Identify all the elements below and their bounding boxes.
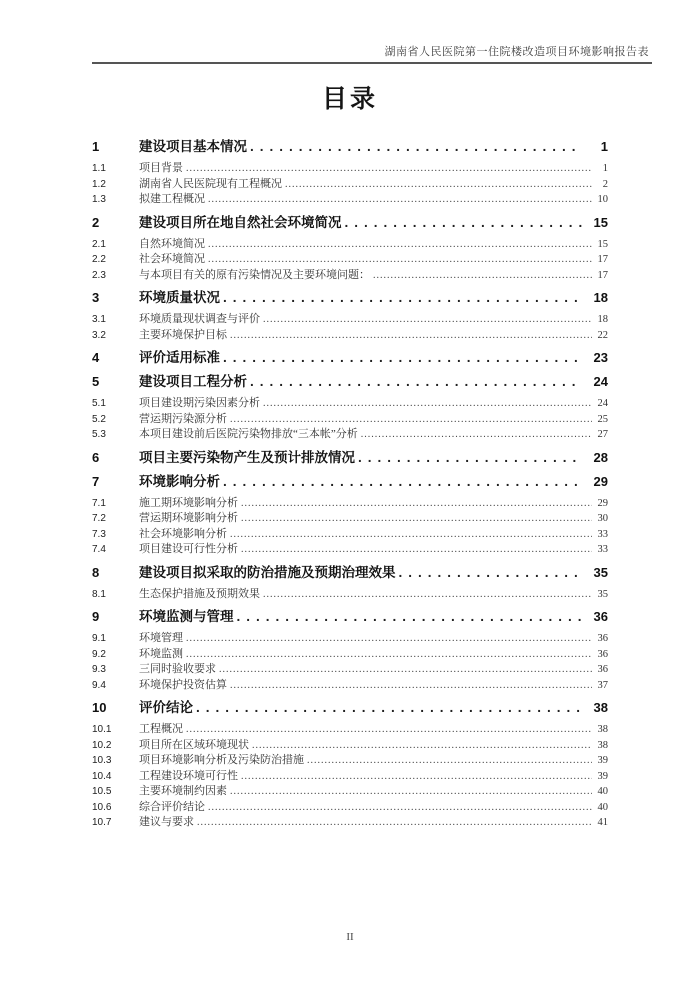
toc-entry-number: 10.7	[92, 817, 112, 828]
toc-entry-title: 工程概况	[139, 723, 183, 735]
toc-entry-page: 40	[597, 786, 608, 797]
dot-leader	[361, 427, 592, 443]
toc-entry[interactable]	[92, 527, 608, 543]
toc-entry[interactable]	[92, 237, 608, 253]
toc-entry[interactable]	[92, 472, 608, 491]
toc-entry-page: 29	[597, 497, 608, 509]
toc-entry-number: 3	[92, 290, 100, 305]
toc-entry-title: 与本项目有关的原有污染情况及主要环境问题：	[139, 268, 370, 281]
dot-leader	[263, 587, 592, 603]
toc-entry-page: 36	[597, 633, 608, 644]
toc-entry-number: 1.1	[92, 163, 106, 174]
toc-entry[interactable]	[92, 722, 608, 738]
toc-entry-number: 10.5	[92, 786, 112, 797]
toc-entry[interactable]	[92, 177, 608, 193]
toc-entry-title: 评价结论	[139, 700, 193, 715]
toc-entry[interactable]	[92, 252, 608, 268]
toc-entry-title: 三同时验收要求	[139, 663, 216, 675]
dot-leader	[358, 448, 582, 467]
toc-entry[interactable]	[92, 587, 608, 603]
dot-leader	[230, 412, 592, 428]
toc-entry-title: 环境影响分析	[139, 473, 220, 489]
toc-entry[interactable]	[92, 631, 608, 647]
toc-entry-title: 自然环境简况	[139, 237, 205, 250]
toc-entry[interactable]	[92, 312, 608, 328]
toc-entry-page: 41	[597, 817, 608, 828]
toc-entry-page: 29	[593, 473, 608, 489]
toc-entry[interactable]	[92, 607, 608, 626]
dot-leader	[373, 268, 592, 284]
toc-entry[interactable]	[92, 647, 608, 663]
toc-entry[interactable]	[92, 678, 608, 694]
toc-entry-number: 10.6	[92, 801, 112, 813]
toc-entry-title: 建设项目工程分析	[139, 374, 247, 389]
dot-leader	[230, 328, 592, 344]
toc-entry-number: 7.4	[92, 544, 106, 555]
toc-entry-title: 项目主要污染物产生及预计排放情况	[139, 449, 355, 465]
toc-entry-title: 拟建工程概况	[139, 193, 205, 205]
toc-entry-number: 1.2	[92, 178, 106, 190]
toc-entry-page: 23	[593, 350, 608, 365]
dot-leader	[208, 192, 592, 208]
dot-leader	[399, 563, 582, 582]
toc-entry-number: 10.1	[92, 724, 112, 735]
toc-entry-page: 35	[593, 564, 608, 580]
toc-entry-title: 环境质量状况	[139, 290, 220, 305]
toc-entry-page: 38	[597, 739, 608, 751]
toc-entry[interactable]	[92, 328, 608, 344]
toc-entry-title: 评价适用标准	[139, 350, 220, 365]
toc-entry-title: 建设项目基本情况	[139, 139, 247, 154]
toc-entry-number: 10	[92, 700, 107, 715]
table-of-contents	[92, 132, 608, 831]
dot-leader	[230, 527, 592, 543]
toc-entry-number: 7	[92, 473, 100, 489]
toc-entry-number: 9.2	[92, 648, 106, 660]
toc-entry-number: 10.2	[92, 739, 112, 751]
toc-entry-number: 2.1	[92, 238, 106, 250]
running-header-title: 湖南省人民医院第一住院楼改造项目环境影响报告表	[384, 46, 649, 58]
toc-entry-page: 36	[593, 609, 608, 624]
toc-entry-page: 24	[593, 374, 608, 389]
toc-entry-page: 33	[597, 528, 608, 540]
page-title: 目录	[321, 85, 378, 113]
toc-entry[interactable]	[92, 815, 608, 831]
toc-entry-page: 15	[597, 238, 608, 250]
toc-entry-page: 1	[600, 139, 608, 154]
toc-entry-number: 9.4	[92, 679, 106, 691]
dot-leader	[186, 631, 592, 647]
toc-entry-title: 生态保护措施及预期效果	[139, 587, 260, 600]
toc-entry-number: 4	[92, 350, 100, 365]
toc-entry[interactable]	[92, 137, 608, 156]
toc-entry[interactable]	[92, 448, 608, 467]
toc-entry[interactable]	[92, 192, 608, 208]
dot-leader	[197, 815, 592, 831]
toc-entry-page: 18	[597, 314, 608, 325]
toc-entry-page: 27	[597, 429, 608, 440]
toc-entry-page: 24	[597, 398, 608, 409]
toc-entry[interactable]	[92, 496, 608, 512]
toc-entry[interactable]	[92, 753, 608, 769]
toc-entry-page: 15	[593, 214, 608, 230]
toc-entry[interactable]	[92, 738, 608, 754]
toc-entry-page: 38	[597, 724, 608, 735]
toc-entry-title: 施工期环境影响分析	[139, 496, 238, 509]
toc-entry-number: 9.1	[92, 633, 106, 644]
toc-entry-title: 项目环境影响分析及污染防治措施	[139, 754, 304, 766]
toc-entry-number: 5.3	[92, 429, 106, 440]
dot-leader	[186, 647, 592, 663]
toc-entry-page: 39	[597, 770, 608, 782]
toc-entry-title: 环境监测与管理	[139, 609, 234, 624]
toc-entry[interactable]	[92, 698, 608, 717]
toc-entry-number: 5.1	[92, 398, 106, 409]
toc-entry[interactable]	[92, 511, 608, 527]
toc-entry[interactable]	[92, 412, 608, 428]
toc-entry-page: 33	[597, 544, 608, 555]
dot-leader	[208, 800, 592, 816]
toc-entry-number: 8.1	[92, 588, 106, 600]
toc-entry-number: 7.2	[92, 513, 106, 524]
dot-leader	[345, 213, 582, 232]
toc-entry-title: 营运期污染源分析	[139, 412, 227, 425]
dot-leader	[237, 607, 582, 626]
toc-entry-page: 28	[593, 449, 608, 465]
toc-entry[interactable]	[92, 784, 608, 800]
toc-entry[interactable]	[92, 662, 608, 678]
toc-entry-title: 本项目建设前后医院污染物排放“三本帐”分析	[139, 428, 358, 440]
toc-entry-page: 39	[597, 755, 608, 766]
toc-entry-title: 湖南省人民医院现有工程概况	[139, 177, 282, 190]
toc-entry-number: 5.2	[92, 413, 106, 425]
toc-entry-number: 7.3	[92, 528, 106, 540]
toc-entry-title: 社会环境简况	[139, 253, 205, 265]
dot-leader	[223, 472, 582, 491]
toc-entry-page: 25	[597, 413, 608, 425]
toc-entry-number: 1	[92, 139, 100, 154]
toc-entry-number: 3.1	[92, 314, 106, 325]
toc-entry-number: 5	[92, 374, 100, 389]
toc-entry[interactable]	[92, 372, 608, 391]
dot-leader	[230, 678, 592, 694]
dot-leader	[250, 137, 582, 156]
toc-entry-number: 9	[92, 609, 100, 624]
toc-entry[interactable]	[92, 348, 608, 367]
toc-entry-page: 10	[597, 194, 608, 205]
toc-entry-title: 环境质量现状调查与评价	[139, 313, 260, 325]
toc-entry[interactable]	[92, 563, 608, 582]
toc-entry-title: 主要环境保护目标	[139, 328, 227, 341]
toc-entry-number: 7.1	[92, 497, 106, 509]
toc-entry-number: 1.3	[92, 194, 106, 205]
toc-entry-title: 营运期环境影响分析	[139, 512, 238, 524]
toc-entry[interactable]	[92, 161, 608, 177]
dot-leader	[241, 511, 592, 527]
toc-entry-title: 综合评价结论	[139, 800, 205, 813]
dot-leader	[241, 542, 592, 558]
toc-entry-title: 社会环境影响分析	[139, 527, 227, 540]
toc-entry-page: 22	[597, 329, 608, 341]
toc-entry-number: 2.2	[92, 254, 106, 265]
dot-leader	[223, 288, 582, 307]
toc-entry-number: 6	[92, 449, 100, 465]
toc-entry-page: 36	[597, 664, 608, 675]
toc-entry-page: 2	[602, 178, 608, 190]
toc-entry-page: 36	[597, 648, 608, 660]
toc-entry-number: 10.4	[92, 770, 112, 782]
toc-entry-number: 2	[92, 214, 100, 230]
dot-leader	[250, 372, 582, 391]
toc-entry-page: 40	[597, 801, 608, 813]
toc-entry-title: 环境管理	[139, 632, 183, 644]
dot-leader	[186, 161, 592, 177]
toc-entry-page: 17	[597, 269, 608, 281]
toc-entry-page: 35	[597, 588, 608, 600]
dot-leader	[307, 753, 592, 769]
dot-leader	[219, 662, 592, 678]
toc-entry-page: 37	[597, 679, 608, 691]
toc-entry[interactable]	[92, 213, 608, 232]
header-divider	[92, 62, 652, 64]
dot-leader	[186, 722, 592, 738]
toc-entry-number: 10.3	[92, 755, 112, 766]
dot-leader	[208, 252, 592, 268]
toc-entry-title: 项目背景	[139, 162, 183, 174]
toc-entry-title: 环境监测	[139, 647, 183, 660]
toc-entry-number: 8	[92, 564, 100, 580]
toc-entry-page: 17	[597, 254, 608, 265]
toc-entry-number: 3.2	[92, 329, 106, 341]
dot-leader	[208, 237, 592, 253]
toc-entry-title: 环境保护投资估算	[139, 678, 227, 691]
toc-entry[interactable]	[92, 542, 608, 558]
toc-entry[interactable]	[92, 396, 608, 412]
toc-entry[interactable]	[92, 427, 608, 443]
dot-leader	[230, 784, 592, 800]
toc-entry-number: 2.3	[92, 269, 106, 281]
dot-leader	[241, 496, 592, 512]
toc-entry[interactable]	[92, 268, 608, 284]
toc-entry-title: 项目建设可行性分析	[139, 543, 238, 555]
toc-entry-number: 9.3	[92, 664, 106, 675]
toc-entry-page: 30	[597, 513, 608, 524]
dot-leader	[196, 698, 582, 717]
dot-leader	[285, 177, 592, 193]
dot-leader	[223, 348, 582, 367]
toc-entry-title: 建设项目拟采取的防治措施及预期治理效果	[139, 564, 396, 580]
toc-entry-page: 18	[593, 290, 608, 305]
toc-entry-title: 项目建设期污染因素分析	[139, 397, 260, 409]
toc-entry-title: 主要环境制约因素	[139, 785, 227, 797]
toc-entry-title: 项目所在区域环境现状	[139, 738, 249, 751]
toc-entry[interactable]	[92, 288, 608, 307]
toc-entry[interactable]	[92, 800, 608, 816]
toc-entry[interactable]	[92, 769, 608, 785]
toc-entry-page: 38	[593, 700, 608, 715]
dot-leader	[241, 769, 592, 785]
toc-entry-page: 1	[602, 163, 608, 174]
toc-entry-title: 建议与要求	[139, 816, 194, 828]
toc-entry-title: 工程建设环境可行性	[139, 769, 238, 782]
dot-leader	[263, 396, 592, 412]
dot-leader	[263, 312, 592, 328]
footer-page-number: II	[346, 931, 354, 943]
toc-entry-title: 建设项目所在地自然社会环境简况	[139, 214, 342, 230]
dot-leader	[252, 738, 592, 754]
